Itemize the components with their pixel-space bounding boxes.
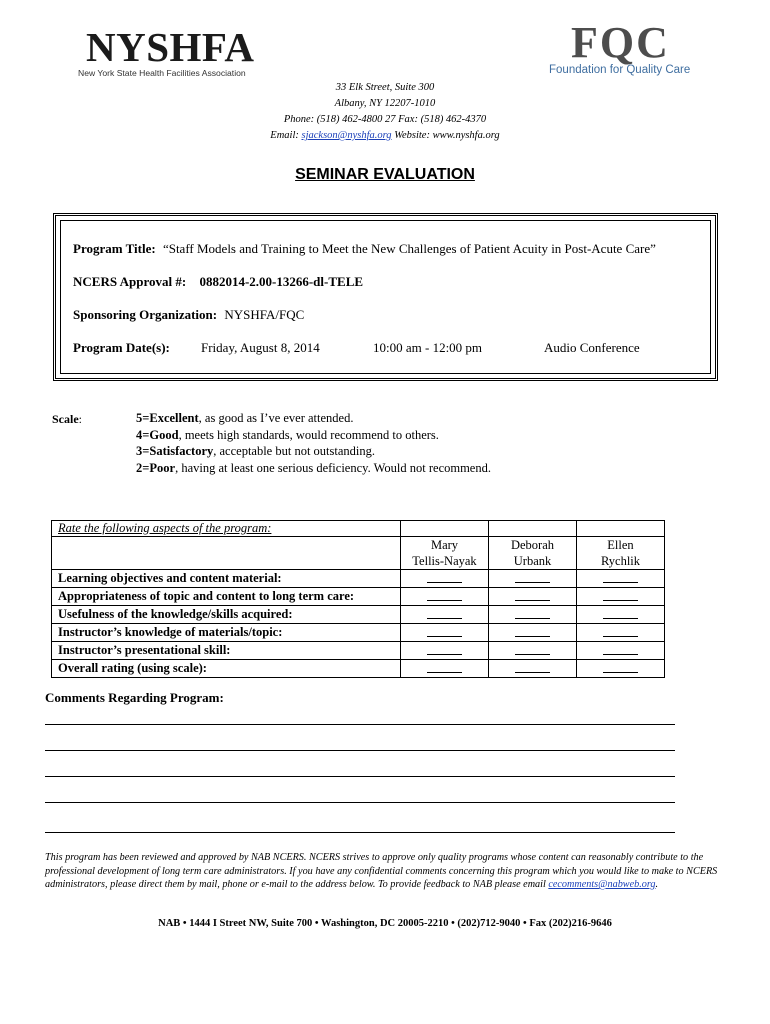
scale-item [136,460,491,477]
program-info-box [53,213,718,381]
scale-label [52,412,82,427]
scale-label-text: Scale [52,412,79,426]
instructor-last-name: Tellis-Nayak [412,554,477,568]
footer-address: NAB • 1444 I Street NW, Suite 700 • Washington, DC 20005-2210 • (202)712-9040 • Fax (202)216-9646 [158,918,612,929]
scale-desc: , meets high standards, would recommend to others. [178,427,439,442]
rating-blank[interactable] [489,624,577,642]
nyshfa-logo-subtitle: New York State Health Facilities Association [78,68,246,78]
rating-blank-line[interactable] [603,642,638,655]
rating-blank[interactable] [401,624,489,642]
scale-key: 3=Satisfactory [136,444,214,458]
ncers-label: NCERS Approval #: [73,274,187,289]
ncers-value: 0882014-2.00-13266-dl-TELE [199,274,364,289]
table-row [52,660,665,678]
instructor-names-spacer [52,537,401,570]
rating-blank[interactable] [489,570,577,588]
rating-blank-line[interactable] [603,588,638,601]
instructor-names-row [52,537,665,570]
ncers-row [73,274,363,290]
instructor-first-name: Deborah [510,538,555,552]
rating-blank[interactable] [401,588,489,606]
program-title-value: “Staff Models and Training to Meet the New Challenges of Patient Acuity in Post-Acute Care” [162,241,656,256]
rating-table-header-text: Rate the following aspects of the program: [58,521,272,535]
rating-blank[interactable] [577,642,665,660]
rating-blank-line[interactable] [427,606,462,619]
instructor-name [577,537,665,570]
rating-blank[interactable] [489,606,577,624]
table-row [52,588,665,606]
website-text: Website: www.nyshfa.org [391,130,500,141]
feedback-email-link[interactable]: cecomments@nabweb.org [548,879,656,890]
scale-item [136,443,491,460]
rating-blank[interactable] [489,660,577,678]
criterion-label: Usefulness of the knowledge/skills acquired: [52,606,401,624]
scale-key: 4=Good [136,427,179,442]
rating-blank-line[interactable] [603,570,638,583]
rating-blank-line[interactable] [427,624,462,637]
comment-line[interactable] [45,724,675,725]
program-dates-label: Program Date(s): [73,340,170,355]
program-title-row [73,241,656,257]
address-street: 33 Elk Street, Suite 300 [335,82,435,93]
criterion-label: Appropriateness of topic and content to long term care: [52,588,401,606]
program-date: Friday, August 8, 2014 [201,340,320,355]
rating-blank[interactable] [577,570,665,588]
rating-blank[interactable] [401,642,489,660]
instructor-first-name: Ellen [607,538,634,552]
scale-item [136,427,491,444]
instructor-first-name: Mary [430,538,459,552]
instructor-header-empty [489,521,577,537]
ncers-disclaimer [45,851,721,892]
rating-table [51,520,665,678]
rating-blank[interactable] [401,606,489,624]
rating-table-header [52,521,401,537]
scale-list [136,410,491,476]
fqc-logo-text: FQC [571,18,670,67]
criterion-label: Overall rating (using scale): [52,660,401,678]
rating-blank[interactable] [577,588,665,606]
page-title: SEMINAR EVALUATION [295,166,475,183]
rating-blank-line[interactable] [427,642,462,655]
scale-desc: , as good as I’ve ever attended. [198,411,354,425]
rating-blank-line[interactable] [515,624,550,637]
rating-blank[interactable] [401,660,489,678]
email-label: Email: [270,130,302,141]
instructor-last-name: Rychlik [600,554,641,568]
rating-blank-line[interactable] [427,570,462,583]
rating-blank-line[interactable] [603,624,638,637]
nyshfa-logo-text: NYSHFA [86,24,255,70]
rating-blank[interactable] [577,606,665,624]
fqc-logo-subtitle: Foundation for Quality Care [549,64,691,76]
instructor-name [401,537,489,570]
scale-label-colon: : [78,412,83,426]
instructor-last-name: Urbank [513,554,552,568]
instructor-header-empty [401,521,489,537]
rating-blank[interactable] [577,660,665,678]
address-city: Albany, NY 12207-1010 [334,98,436,109]
rating-blank-line[interactable] [603,606,638,619]
comments-label: Comments Regarding Program: [45,690,224,705]
program-time: 10:00 am - 12:00 pm [373,340,483,355]
rating-blank-line[interactable] [603,660,638,673]
program-info-inner [60,220,711,374]
scale-key: 5=Excellent [136,411,199,425]
table-row [52,624,665,642]
rating-blank-line[interactable] [515,660,550,673]
rating-blank-line[interactable] [515,642,550,655]
program-format: Audio Conference [544,340,640,355]
nyshfa-logo [78,24,255,78]
rating-blank[interactable] [577,624,665,642]
table-row [52,570,665,588]
fqc-logo [549,18,709,76]
comment-line[interactable] [45,802,675,803]
rating-blank[interactable] [489,642,577,660]
sponsor-value: NYSHFA/FQC [224,307,305,322]
rating-blank-line[interactable] [427,660,462,673]
address-contact [0,128,770,144]
rating-blank-line[interactable] [515,606,550,619]
criterion-label: Instructor’s knowledge of materials/topic: [52,624,401,642]
scale-desc: , acceptable but not outstanding. [213,444,376,458]
rating-blank-line[interactable] [427,588,462,601]
address-block [0,80,770,144]
scale-key: 2=Poor [136,460,176,475]
disclaimer-text: This program has been reviewed and approved by NAB NCERS. NCERS strives to approve only quality programs whose content can reasonably contribute to the professional development of long term care administrators. If you have any confidential comments concerning this program which you would like to make to NCERS administrators, please direct them by mail, phone or e-mail to the address below. To provide feedback to NAB please email [45,852,718,890]
rating-blank[interactable] [489,588,577,606]
scale-item [136,410,491,427]
rating-blank-line[interactable] [515,570,550,583]
address-phone: Phone: (518) 462-4800 27 Fax: (518) 462-4370 [283,114,487,125]
table-row [52,642,665,660]
rating-blank-line[interactable] [515,588,550,601]
criterion-label: Instructor’s presentational skill: [52,642,401,660]
instructor-header-empty [577,521,665,537]
email-link[interactable]: sjackson@nyshfa.org [301,130,392,141]
program-title-label: Program Title: [73,241,156,256]
comment-line[interactable] [45,832,675,833]
program-dates-row [73,340,693,356]
disclaimer-end: . [655,879,659,890]
comment-line[interactable] [45,776,675,777]
rating-blank[interactable] [401,570,489,588]
sponsor-label: Sponsoring Organization: [73,307,218,322]
instructor-name [489,537,577,570]
comment-line[interactable] [45,750,675,751]
sponsor-row [73,307,304,323]
scale-desc: , having at least one serious deficiency. Would not recommend. [175,460,491,475]
rating-table-header-row [52,521,665,537]
criterion-label: Learning objectives and content material: [52,570,401,588]
table-row [52,606,665,624]
